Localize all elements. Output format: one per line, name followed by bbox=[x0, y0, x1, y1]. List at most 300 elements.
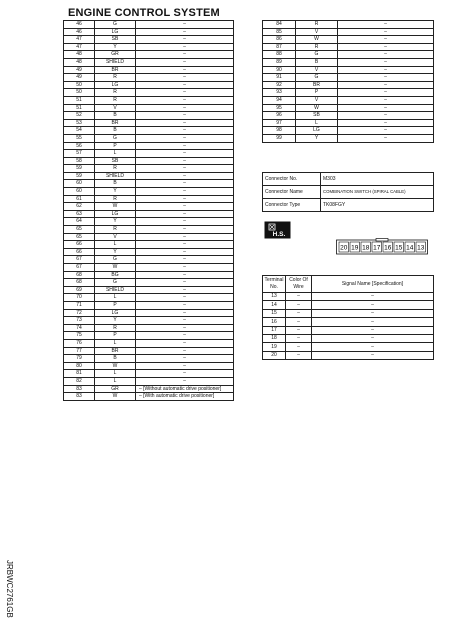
terminal-no-cell: 65 bbox=[64, 226, 95, 234]
wire-color-cell: BG bbox=[95, 271, 136, 279]
signal-name-cell: – bbox=[136, 51, 234, 59]
signal-name-cell: – bbox=[136, 256, 234, 264]
signal-name-cell: – bbox=[312, 293, 434, 301]
wire-color-cell: BR bbox=[95, 119, 136, 127]
table-row bbox=[64, 370, 234, 378]
terminal-no-cell: 98 bbox=[263, 127, 296, 135]
terminal-row bbox=[263, 334, 434, 342]
connector-no-label: Connector No. bbox=[263, 173, 321, 186]
table-row bbox=[263, 28, 434, 36]
terminal-no-cell: 51 bbox=[64, 104, 95, 112]
wire-color-cell: Y bbox=[95, 248, 136, 256]
terminal-no-cell: 16 bbox=[263, 318, 286, 326]
terminal-no-cell: 79 bbox=[64, 355, 95, 363]
table-row bbox=[263, 104, 434, 112]
connector-pin-number: 18 bbox=[362, 244, 370, 252]
signal-name-cell: – bbox=[338, 74, 434, 82]
terminal-signal-table bbox=[262, 275, 434, 360]
signal-name-cell: – bbox=[136, 21, 234, 29]
table-row bbox=[64, 195, 234, 203]
terminal-no-cell: 13 bbox=[263, 293, 286, 301]
signal-name-cell: – bbox=[338, 96, 434, 104]
signal-name-cell: – bbox=[136, 119, 234, 127]
connector-pin-number: 20 bbox=[340, 244, 348, 252]
terminal-no-cell: 57 bbox=[64, 150, 95, 158]
connector-type-value: TK08FGY bbox=[321, 199, 434, 212]
wire-color-cell: GR bbox=[95, 385, 136, 393]
wire-color-cell: – bbox=[286, 309, 312, 317]
terminal-no-cell: 48 bbox=[64, 51, 95, 59]
signal-name-cell: – bbox=[136, 58, 234, 66]
wire-color-cell: L bbox=[95, 241, 136, 249]
terminal-no-cell: 83 bbox=[64, 385, 95, 393]
table-row bbox=[64, 226, 234, 234]
terminal-no-cell: 58 bbox=[64, 157, 95, 165]
wire-color-cell: B bbox=[95, 112, 136, 120]
signal-name-cell: – bbox=[338, 36, 434, 44]
terminal-no-cell: 19 bbox=[263, 343, 286, 351]
terminal-no-cell: 60 bbox=[64, 180, 95, 188]
signal-name-cell: – bbox=[136, 347, 234, 355]
wire-color-cell: SB bbox=[95, 36, 136, 44]
signal-name-cell: – bbox=[136, 127, 234, 135]
table-row bbox=[64, 58, 234, 66]
signal-name-cell: – bbox=[136, 210, 234, 218]
signal-name-cell: – bbox=[136, 66, 234, 74]
wire-color-cell: V bbox=[95, 233, 136, 241]
table-row bbox=[263, 119, 434, 127]
signal-name-cell: – bbox=[136, 104, 234, 112]
wire-color-cell: R bbox=[95, 165, 136, 173]
terminal-no-cell: 56 bbox=[64, 142, 95, 150]
table-row bbox=[64, 317, 234, 325]
table-row bbox=[64, 241, 234, 249]
wire-color-cell: BR bbox=[95, 66, 136, 74]
hs-label: H.S. bbox=[272, 231, 286, 238]
wire-color-cell: P bbox=[95, 142, 136, 150]
wire-color-cell: V bbox=[296, 66, 338, 74]
signal-name-cell: – bbox=[136, 218, 234, 226]
connector-pin-number: 14 bbox=[406, 244, 414, 252]
table-row bbox=[263, 81, 434, 89]
connector-terminal-table-left bbox=[63, 20, 234, 401]
signal-name-cell: – bbox=[136, 203, 234, 211]
wire-color-cell: – bbox=[286, 318, 312, 326]
signal-name-cell: – bbox=[136, 355, 234, 363]
table-row bbox=[64, 339, 234, 347]
signal-name-cell: – bbox=[136, 112, 234, 120]
table-row bbox=[64, 157, 234, 165]
connector-info-table bbox=[262, 172, 434, 212]
terminal-no-cell: 59 bbox=[64, 172, 95, 180]
wire-color-cell: V bbox=[296, 28, 338, 36]
terminal-no-cell: 54 bbox=[64, 127, 95, 135]
wire-color-cell: W bbox=[95, 362, 136, 370]
table-row bbox=[263, 43, 434, 51]
signal-name-cell: – bbox=[136, 301, 234, 309]
signal-name-cell: – bbox=[136, 157, 234, 165]
terminal-no-cell: 76 bbox=[64, 339, 95, 347]
terminal-no-cell: 18 bbox=[263, 334, 286, 342]
wire-color-cell: L bbox=[95, 377, 136, 385]
signal-name-cell: – bbox=[312, 309, 434, 317]
signal-name-cell: – bbox=[136, 28, 234, 36]
signal-name-cell: – bbox=[338, 21, 434, 29]
wire-color-cell: P bbox=[95, 332, 136, 340]
table-row bbox=[64, 393, 234, 401]
terminal-no-cell: 17 bbox=[263, 326, 286, 334]
terminal-no-cell: 85 bbox=[263, 28, 296, 36]
table-row bbox=[64, 355, 234, 363]
table-row bbox=[64, 264, 234, 272]
terminal-no-cell: 61 bbox=[64, 195, 95, 203]
table-row bbox=[64, 286, 234, 294]
terminal-no-cell: 88 bbox=[263, 51, 296, 59]
signal-name-cell: – bbox=[136, 165, 234, 173]
wire-color-cell: Y bbox=[95, 317, 136, 325]
table-row bbox=[64, 301, 234, 309]
terminal-no-cell: 55 bbox=[64, 134, 95, 142]
wire-color-cell: BR bbox=[296, 81, 338, 89]
hs-badge-icon bbox=[264, 221, 291, 239]
terminal-no-cell: 91 bbox=[263, 74, 296, 82]
table-row bbox=[263, 89, 434, 97]
wire-color-cell: L bbox=[95, 150, 136, 158]
terminal-no-cell: 80 bbox=[64, 362, 95, 370]
wire-color-cell: P bbox=[296, 89, 338, 97]
terminal-no-cell: 95 bbox=[263, 104, 296, 112]
signal-name-cell: – bbox=[338, 104, 434, 112]
wire-color-cell: LG bbox=[95, 309, 136, 317]
terminal-no-cell: 77 bbox=[64, 347, 95, 355]
table-row bbox=[64, 28, 234, 36]
signal-name-cell: – bbox=[312, 301, 434, 309]
wire-color-cell: B bbox=[95, 355, 136, 363]
signal-name-cell: – bbox=[136, 362, 234, 370]
table-row bbox=[64, 309, 234, 317]
wire-color-cell: G bbox=[95, 279, 136, 287]
wire-color-cell: R bbox=[95, 226, 136, 234]
wire-color-cell: R bbox=[95, 324, 136, 332]
signal-name-cell: – bbox=[338, 28, 434, 36]
terminal-no-cell: 49 bbox=[64, 66, 95, 74]
table-row bbox=[64, 134, 234, 142]
terminal-no-cell: 69 bbox=[64, 286, 95, 294]
table-row bbox=[263, 51, 434, 59]
table-row bbox=[64, 150, 234, 158]
table-row bbox=[64, 324, 234, 332]
signal-name-cell: – bbox=[136, 271, 234, 279]
terminal-row bbox=[263, 351, 434, 359]
terminal-no-cell: 83 bbox=[64, 393, 95, 401]
wire-color-cell: G bbox=[296, 74, 338, 82]
terminal-no-cell: 53 bbox=[64, 119, 95, 127]
terminal-no-cell: 46 bbox=[64, 28, 95, 36]
terminal-no-cell: 59 bbox=[64, 165, 95, 173]
wire-color-cell: LG bbox=[95, 28, 136, 36]
table-row bbox=[64, 172, 234, 180]
table-row bbox=[64, 112, 234, 120]
wire-color-cell: – bbox=[286, 293, 312, 301]
connector-pin-number: 16 bbox=[384, 244, 392, 252]
connector-pin-number: 13 bbox=[417, 244, 425, 252]
table-row bbox=[64, 21, 234, 29]
table-row bbox=[64, 233, 234, 241]
connector-pin-number: 15 bbox=[395, 244, 403, 252]
signal-name-cell: – bbox=[338, 89, 434, 97]
wire-color-cell: W bbox=[296, 104, 338, 112]
signal-name-cell: – bbox=[136, 96, 234, 104]
wire-color-cell: R bbox=[296, 21, 338, 29]
signal-name-cell: – bbox=[136, 180, 234, 188]
table-row bbox=[64, 127, 234, 135]
connector-no-value: M303 bbox=[321, 173, 434, 186]
terminal-no-cell: 15 bbox=[263, 309, 286, 317]
terminal-no-cell: 73 bbox=[64, 317, 95, 325]
terminal-row bbox=[263, 293, 434, 301]
table-row bbox=[64, 165, 234, 173]
wire-color-cell: – bbox=[286, 326, 312, 334]
terminal-no-cell: 68 bbox=[64, 279, 95, 287]
wire-color-cell: R bbox=[95, 195, 136, 203]
signal-name-cell: – bbox=[338, 66, 434, 74]
table-row bbox=[64, 104, 234, 112]
diagram-code: JRBWC2761GB bbox=[5, 560, 14, 618]
wire-color-cell: – bbox=[286, 301, 312, 309]
table-row bbox=[263, 66, 434, 74]
signal-name-cell: – bbox=[312, 343, 434, 351]
table-row bbox=[64, 385, 234, 393]
table-row bbox=[64, 218, 234, 226]
wire-color-cell: R bbox=[95, 89, 136, 97]
terminal-no-cell: 97 bbox=[263, 119, 296, 127]
wire-color-cell: – bbox=[286, 351, 312, 359]
signal-name-cell: – bbox=[136, 74, 234, 82]
wire-color-cell: V bbox=[296, 96, 338, 104]
signal-name-cell: – bbox=[136, 81, 234, 89]
terminal-no-cell: 65 bbox=[64, 233, 95, 241]
signal-name-cell: – bbox=[136, 188, 234, 196]
wire-color-cell: LG bbox=[95, 81, 136, 89]
signal-name-cell: – bbox=[136, 150, 234, 158]
wire-color-cell: L bbox=[95, 370, 136, 378]
terminal-no-cell: 14 bbox=[263, 301, 286, 309]
wire-color-cell: GR bbox=[95, 51, 136, 59]
terminal-no-cell: 20 bbox=[263, 351, 286, 359]
terminal-no-cell: 66 bbox=[64, 248, 95, 256]
table-row bbox=[64, 89, 234, 97]
signal-name-cell: – bbox=[338, 43, 434, 51]
wire-color-cell: LG bbox=[95, 210, 136, 218]
wire-color-cell: LG bbox=[296, 127, 338, 135]
terminal-no-cell: 71 bbox=[64, 301, 95, 309]
table-row bbox=[64, 347, 234, 355]
signal-name-cell: – bbox=[136, 377, 234, 385]
wire-color-cell: G bbox=[95, 21, 136, 29]
wire-color-cell: V bbox=[95, 104, 136, 112]
wire-color-cell: W bbox=[296, 36, 338, 44]
terminal-row bbox=[263, 318, 434, 326]
table-row bbox=[263, 134, 434, 142]
connector-pin-number: 17 bbox=[373, 244, 381, 252]
table-row bbox=[263, 36, 434, 44]
wire-color-cell: BR bbox=[95, 347, 136, 355]
signal-name-cell: – bbox=[338, 81, 434, 89]
wire-color-cell: W bbox=[95, 203, 136, 211]
wire-color-cell: SHIELD bbox=[95, 58, 136, 66]
signal-name-cell: – bbox=[136, 142, 234, 150]
signal-name-cell: – bbox=[136, 43, 234, 51]
terminal-no-cell: 94 bbox=[263, 96, 296, 104]
table-row bbox=[64, 271, 234, 279]
wire-color-cell: B bbox=[296, 58, 338, 66]
terminal-no-cell: 89 bbox=[263, 58, 296, 66]
signal-name-cell: – bbox=[136, 309, 234, 317]
signal-name-cell: – bbox=[136, 89, 234, 97]
wire-color-cell: R bbox=[95, 74, 136, 82]
signal-name-cell: – bbox=[338, 119, 434, 127]
wire-color-cell: G bbox=[95, 134, 136, 142]
signal-name-cell: – bbox=[136, 233, 234, 241]
terminal-no-cell: 72 bbox=[64, 309, 95, 317]
signal-name-cell: – bbox=[312, 351, 434, 359]
signal-name-cell: – bbox=[136, 294, 234, 302]
terminal-no-cell: 81 bbox=[64, 370, 95, 378]
table-row bbox=[64, 180, 234, 188]
table-row bbox=[64, 210, 234, 218]
table-row bbox=[263, 127, 434, 135]
table-row bbox=[64, 188, 234, 196]
wire-color-cell: P bbox=[95, 301, 136, 309]
wire-color-cell: W bbox=[95, 264, 136, 272]
header-terminal-no: Terminal No. bbox=[263, 276, 286, 293]
signal-name-cell: – bbox=[136, 226, 234, 234]
table-row bbox=[64, 377, 234, 385]
signal-name-cell: – bbox=[136, 264, 234, 272]
wire-color-cell: Y bbox=[296, 134, 338, 142]
table-row bbox=[263, 21, 434, 29]
wire-color-cell: R bbox=[296, 43, 338, 51]
terminal-no-cell: 60 bbox=[64, 188, 95, 196]
wire-color-cell: SHIELD bbox=[95, 286, 136, 294]
table-row bbox=[64, 256, 234, 264]
signal-name-cell: – bbox=[136, 324, 234, 332]
connector-terminal-table-right bbox=[262, 20, 434, 143]
wire-color-cell: W bbox=[95, 393, 136, 401]
signal-name-cell: – bbox=[136, 248, 234, 256]
table-row bbox=[64, 81, 234, 89]
signal-name-cell: – bbox=[312, 334, 434, 342]
wire-color-cell: L bbox=[95, 339, 136, 347]
signal-name-cell: – bbox=[136, 172, 234, 180]
table-row bbox=[263, 74, 434, 82]
terminal-no-cell: 68 bbox=[64, 271, 95, 279]
wire-color-cell: Y bbox=[95, 218, 136, 226]
wire-color-cell: SB bbox=[95, 157, 136, 165]
table-row bbox=[64, 362, 234, 370]
signal-name-cell: – bbox=[136, 195, 234, 203]
signal-name-cell: – [With automatic drive positioner] bbox=[136, 393, 234, 401]
terminal-no-cell: 46 bbox=[64, 21, 95, 29]
table-row bbox=[64, 332, 234, 340]
terminal-no-cell: 67 bbox=[64, 256, 95, 264]
signal-name-cell: – bbox=[136, 332, 234, 340]
table-row bbox=[64, 248, 234, 256]
signal-name-cell: – bbox=[136, 370, 234, 378]
table-row bbox=[64, 96, 234, 104]
table-row bbox=[263, 58, 434, 66]
wire-color-cell: Y bbox=[95, 188, 136, 196]
table-row bbox=[263, 112, 434, 120]
signal-name-cell: – bbox=[136, 241, 234, 249]
terminal-row bbox=[263, 301, 434, 309]
wire-color-cell: L bbox=[95, 294, 136, 302]
terminal-no-cell: 99 bbox=[263, 134, 296, 142]
wire-color-cell: SB bbox=[296, 112, 338, 120]
table-row bbox=[64, 203, 234, 211]
wire-color-cell: – bbox=[286, 343, 312, 351]
wire-color-cell: L bbox=[296, 119, 338, 127]
wire-color-cell: G bbox=[95, 256, 136, 264]
terminal-no-cell: 86 bbox=[263, 36, 296, 44]
table-row bbox=[263, 96, 434, 104]
page-title: ENGINE CONTROL SYSTEM bbox=[68, 7, 220, 19]
terminal-no-cell: 84 bbox=[263, 21, 296, 29]
table-row bbox=[64, 279, 234, 287]
signal-name-cell: – bbox=[312, 318, 434, 326]
terminal-no-cell: 96 bbox=[263, 112, 296, 120]
signal-name-cell: – bbox=[136, 339, 234, 347]
terminal-no-cell: 49 bbox=[64, 74, 95, 82]
wire-color-cell: B bbox=[95, 180, 136, 188]
terminal-no-cell: 50 bbox=[64, 89, 95, 97]
connector-face-diagram bbox=[336, 238, 428, 255]
signal-name-cell: – bbox=[338, 58, 434, 66]
terminal-no-cell: 47 bbox=[64, 36, 95, 44]
signal-name-cell: – bbox=[312, 326, 434, 334]
terminal-no-cell: 70 bbox=[64, 294, 95, 302]
wire-color-cell: – bbox=[286, 334, 312, 342]
terminal-no-cell: 87 bbox=[263, 43, 296, 51]
terminal-no-cell: 50 bbox=[64, 81, 95, 89]
wire-color-cell: R bbox=[95, 96, 136, 104]
wire-color-cell: SHIELD bbox=[95, 172, 136, 180]
terminal-no-cell: 75 bbox=[64, 332, 95, 340]
wire-color-cell: Y bbox=[95, 43, 136, 51]
terminal-no-cell: 51 bbox=[64, 96, 95, 104]
connector-name-label: Connector Name bbox=[263, 186, 321, 199]
connector-type-label: Connector Type bbox=[263, 199, 321, 212]
terminal-row bbox=[263, 343, 434, 351]
signal-name-cell: – bbox=[136, 134, 234, 142]
terminal-no-cell: 93 bbox=[263, 89, 296, 97]
terminal-no-cell: 74 bbox=[64, 324, 95, 332]
table-row bbox=[64, 51, 234, 59]
header-signal-name: Signal Name [Specification] bbox=[312, 276, 434, 293]
table-row bbox=[64, 36, 234, 44]
signal-name-cell: – [Without automatic drive positioner] bbox=[136, 385, 234, 393]
signal-name-cell: – bbox=[136, 317, 234, 325]
terminal-no-cell: 52 bbox=[64, 112, 95, 120]
signal-name-cell: – bbox=[338, 134, 434, 142]
signal-name-cell: – bbox=[338, 112, 434, 120]
terminal-no-cell: 48 bbox=[64, 58, 95, 66]
terminal-row bbox=[263, 326, 434, 334]
terminal-row bbox=[263, 309, 434, 317]
table-row bbox=[64, 66, 234, 74]
table-row bbox=[64, 43, 234, 51]
terminal-no-cell: 67 bbox=[64, 264, 95, 272]
